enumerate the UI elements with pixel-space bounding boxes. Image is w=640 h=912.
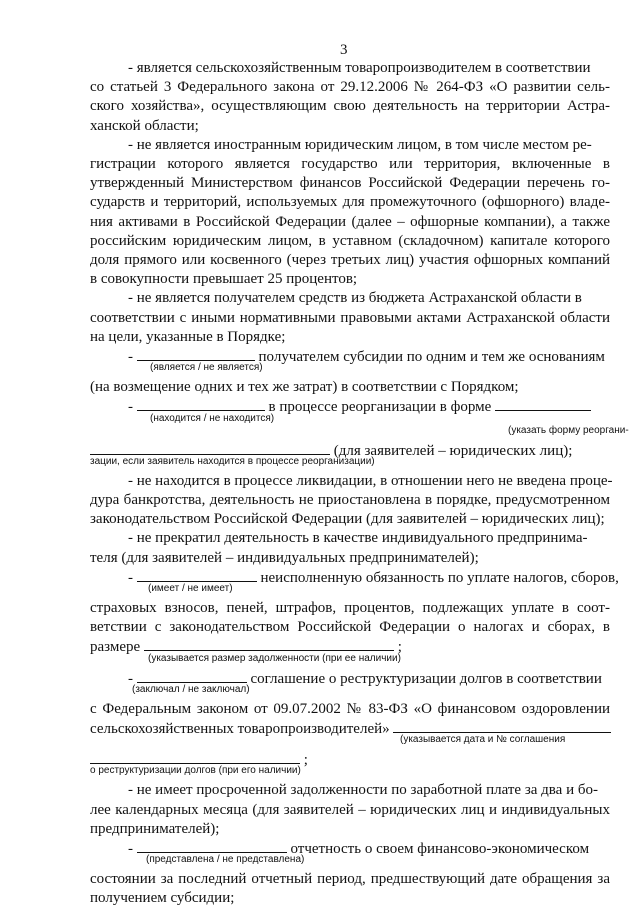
text-line: ния активами в Российской Федерации (далее – офшорные компании), а также (90, 213, 610, 230)
text-line: с Федеральным законом от 09.07.2002 № 83-ФЗ «О финансовом оздоровлении (90, 700, 610, 717)
field-hint: (заключал / не заключал) (132, 683, 250, 695)
text-line: - не имеет просроченной задолженности по заработной плате за два и бо- (128, 782, 598, 799)
field-hint: зации, если заявитель находится в процессе реорганизации) (90, 455, 375, 467)
is-or-not-blank[interactable] (137, 346, 255, 361)
text-line: российским юридическим лицом, в уставном (складочном) капитале которого (90, 232, 610, 249)
field-hint: (находится / не находится) (150, 412, 275, 424)
reorg-form-blank[interactable] (495, 396, 591, 411)
field-hint: (указывается дата и № соглашения (400, 734, 566, 746)
text-line: ветствии с законодательством Российской Федерации о налогах и сборах, в (90, 619, 610, 636)
agreement-date-blank[interactable] (393, 718, 611, 733)
list-dash: - (128, 349, 133, 365)
reorg-form-blank-cont[interactable] (90, 440, 330, 455)
field-hint: (имеет / не имеет) (148, 583, 233, 594)
text-fragment: сельскохозяйственных товаропроизводителей» (90, 721, 390, 737)
semicolon: ; (303, 752, 308, 769)
field-hint: (указывается размер задолженности (при ее наличии) (148, 652, 401, 664)
text-line: ского хозяйства», осуществляющим свою деятельность на территории Астра- (90, 98, 610, 115)
text-line: - не является иностранным юридическим лицом, в том числе местом ре- (128, 136, 592, 153)
text-line: гистрации которого является государство или территория, включенные в (90, 156, 610, 172)
text-line: предпринимателей); (90, 820, 220, 837)
debt-amount-blank[interactable] (144, 636, 394, 651)
text-line: в совокупности превышает 25 процентов; (90, 271, 358, 288)
text-line: - не прекратил деятельность в качестве индивидуального предпринима- (128, 530, 588, 547)
text-line: ханской области; (90, 117, 199, 134)
text-line: страховых взносов, пеней, штрафов, процентов, подлежащих уплате в соот- (90, 600, 610, 616)
field-hint: (представлена / не представлена) (146, 854, 305, 866)
text-line: со статьей 3 Федерального закона от 29.12.2006 № 264-ФЗ «О развитии сель- (90, 79, 610, 96)
text-line: утвержденный Министерством финансов Российской Федерации перечень го- (90, 175, 610, 192)
text-fragment: размере (90, 639, 141, 656)
text-fragment: отчетность о своем финансово-экономическом (290, 841, 590, 857)
text-line: законодательством Российской Федерации (для заявителей – юридических лиц); (90, 511, 605, 528)
field-hint: (является / не является) (150, 362, 263, 374)
text-line: получением субсидии; (90, 890, 235, 907)
agreement-date-blank-cont[interactable] (90, 749, 300, 764)
field-hint: (указать форму реоргани- (508, 424, 629, 436)
text-fragment: (для заявителей – юридических лиц); (333, 442, 573, 459)
text-line: - не является получателем средств из бюджета Астраханской области в (128, 290, 582, 307)
page-number: 3 (340, 42, 348, 58)
text-line: лее календарных месяца (для заявителей – юридических лиц и индивидуальных (90, 801, 610, 818)
text-line: доля прямого или косвенного (через третьих лиц) участия офшорных компаний (90, 252, 610, 268)
located-blank[interactable] (137, 396, 265, 411)
field-hint: о реструктуризации долгов (при его наличии) (90, 765, 301, 777)
text-fragment: соглашение о реструктуризации долгов в соответствии (250, 670, 602, 687)
list-dash: - (128, 841, 133, 857)
text-line: теля (для заявителей – индивидуальных предпринимателей); (90, 549, 479, 566)
text-line: состоянии за последний отчетный период, предшествующий дате обращения за (90, 871, 610, 888)
concluded-blank[interactable] (137, 668, 247, 683)
has-or-not-blank[interactable] (137, 567, 257, 582)
text-line: - является сельскохозяйственным товаропроизводителем в соответствии (128, 60, 591, 76)
text-fragment: в процессе реорганизации в форме (268, 399, 492, 416)
text-line: (на возмещение одних и тех же затрат) в соответствии с Порядком; (90, 379, 519, 396)
list-dash: - (128, 670, 133, 687)
text-line: соответствии с иными нормативными правовыми актами Астраханской области (90, 309, 610, 326)
text-fragment: неисполненную обязанность по уплате налогов, сборов, (260, 569, 619, 586)
text-line: на цели, указанные в Порядке; (90, 328, 286, 345)
list-dash: - (128, 569, 133, 586)
text-line: дура банкротства, деятельность не приостановлена в порядке, предусмотренном (90, 492, 610, 508)
semicolon: ; (397, 639, 402, 656)
text-fragment: получателем субсидии по одним и тем же основаниям (258, 349, 605, 365)
submitted-blank[interactable] (137, 838, 287, 853)
text-line: - не находится в процессе ликвидации, в отношении него не введена проце- (128, 472, 613, 489)
text-line: сударств и территорий, используемых для промежуточного (офшорного) владе- (90, 194, 610, 211)
list-dash: - (128, 399, 133, 416)
